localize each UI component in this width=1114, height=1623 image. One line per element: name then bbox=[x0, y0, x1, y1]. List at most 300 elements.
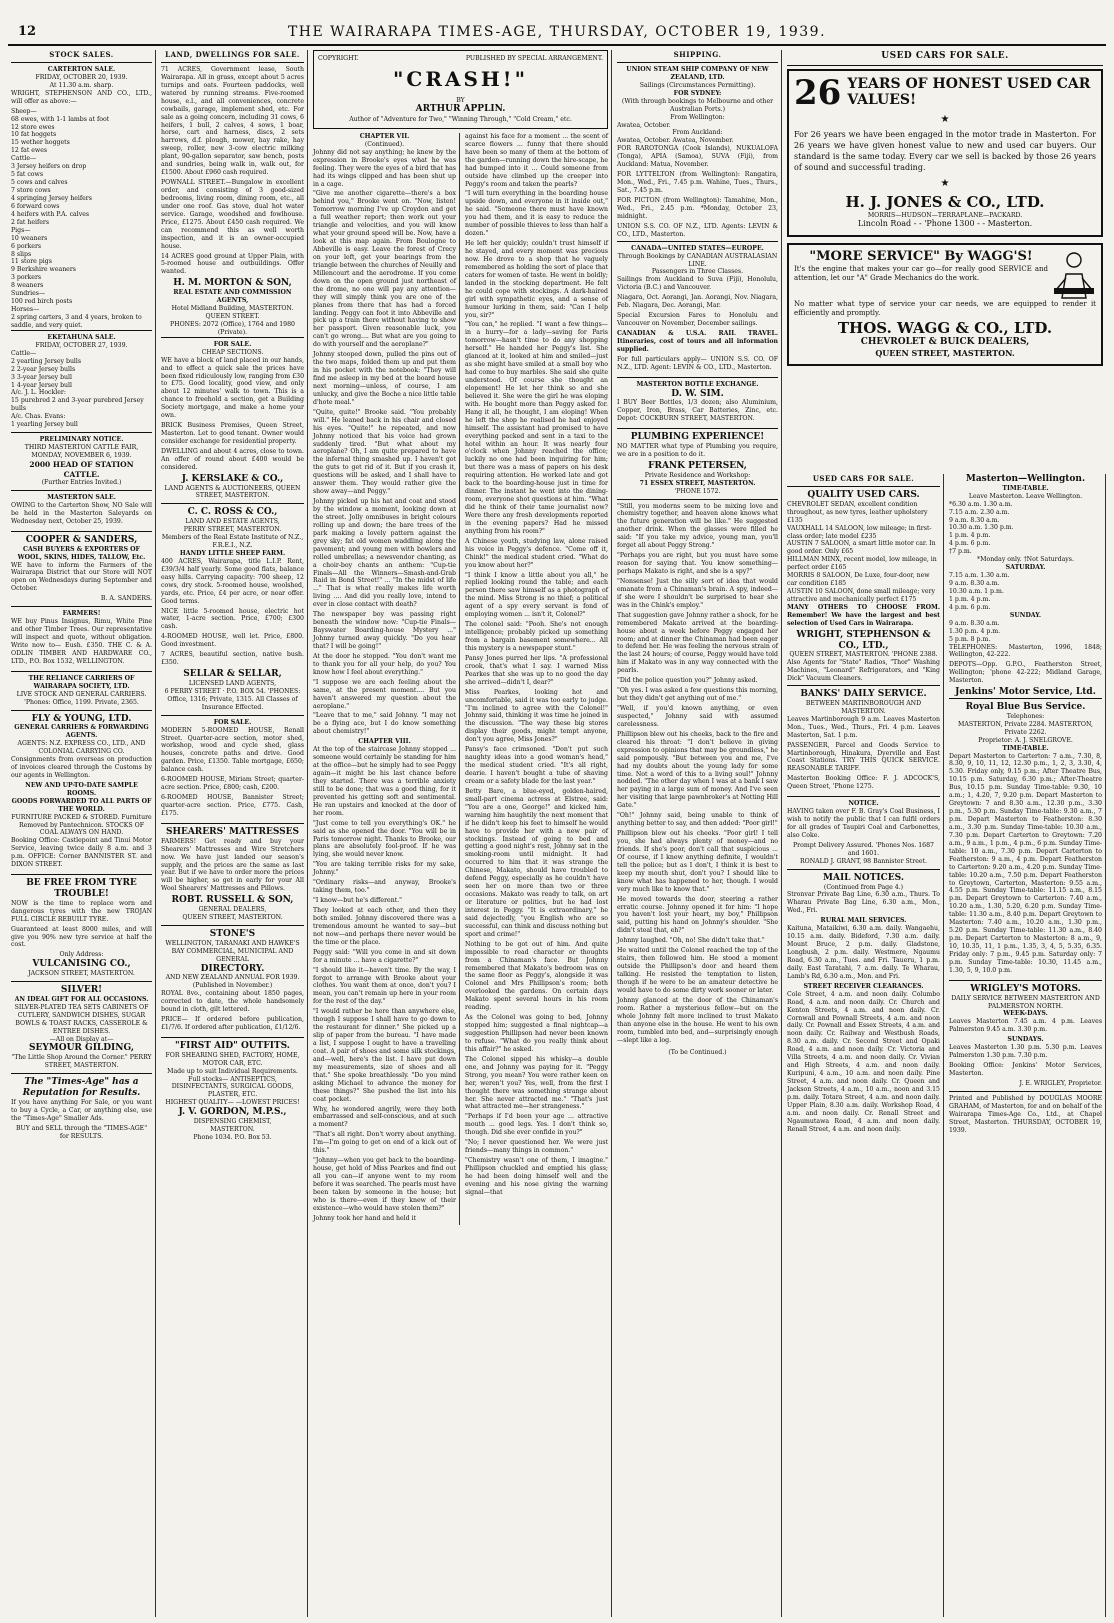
ad-head: HANDY LITTLE SHEEP FARM. bbox=[179, 549, 286, 557]
ad-text: For 26 years we have been engaged in the motor trade in Masterton. For 26 years we have given honest value to new and used car buyers. Our standard is the same today. Every car we sell is backed by those 26 years of sound and successful trading. bbox=[794, 130, 1096, 172]
sale-lot-item: 68 ewes, with 1-1 lambs at foot bbox=[11, 115, 110, 123]
story-author-note: Author of "Adventure for Two," "Winning Through," "Cold Cream," etc. bbox=[349, 115, 572, 123]
ad-sub: LIVE STOCK AND GENERAL CARRIERS. bbox=[16, 690, 147, 698]
ad-text: OWING to the Carterton Show, NO Sale will be held in the Masterton Saleyards on Wednesday next, October 25, 1939. bbox=[11, 502, 152, 525]
story-paragraph: As the Colonel was going to bed, Johnny stopped him; suggested a final nightcap—a suggestion Phillipson had never been known to refuse. "What do you really think about this affair?" he asked. bbox=[465, 1014, 608, 1053]
sale-lot-item: 11 store pigs bbox=[11, 258, 52, 266]
column-used-cars-display bbox=[784, 50, 1106, 470]
ad-text: Masterton Booking Office: F. J. ADCOCK'S, Queen Street, 'Phone 1275. bbox=[787, 775, 940, 791]
ad-head: STREET RECEIVER CLEARANCES. bbox=[803, 982, 924, 990]
ad-text: QUEEN STREET, MASTERTON. 'PHONE 2388. bbox=[789, 651, 938, 659]
route-head: FOR SYDNEY: bbox=[673, 89, 722, 97]
ad-head: SILVER! bbox=[60, 985, 103, 996]
route-text: Awatea, October. bbox=[617, 121, 671, 129]
ad-text: PRICE— If ordered before publication, £1/7/6. If ordered after publication, £1/12/6. bbox=[161, 1016, 304, 1031]
to-be-continued: (To be Continued.) bbox=[668, 1049, 727, 1057]
mechanic-illustration-icon bbox=[1052, 250, 1096, 300]
sale-lot-list bbox=[11, 350, 152, 429]
ad-text: Sailings from Auckland to Suva (Fiji), Honolulu, Victoria (B.C.) and Vancouver. bbox=[617, 276, 778, 292]
ad-head: YEARS OF HONEST USED CAR VALUES! bbox=[847, 75, 1091, 108]
story-paragraph: A Chinese youth, studying law, alone raised his voice in Peggy's defence. "Come off it, Chink!" the medical student cried. "What do you know about her?" bbox=[465, 537, 608, 569]
ad-sub: DAILY SERVICE BETWEEN MASTERTON AND PALMERSTON NORTH. bbox=[951, 994, 1100, 1010]
timetable-row: 1 p.m. 4 p.m. bbox=[949, 532, 991, 540]
story-paragraph: "Did the police question you?" Johnny asked. bbox=[617, 677, 758, 685]
ad-head: NOTICE. bbox=[848, 800, 879, 808]
ad-head: DIRECTORY. bbox=[200, 963, 265, 974]
ad-head: THOS. WAGG & CO., LTD. bbox=[837, 318, 1053, 337]
story-paragraph: "I would rather be here than anywhere else, though I suppose I shall have to go down to the restaurant for dinner." She picked up a slip of paper from the bureau. "I have made a list, I suppose I ought to have a travelling coat. A pair of shoes and some silk stockings, and—well, here's the list. I have put down my measurements, size of shoes and all that." She spoke breathlessly. "Do you mind asking Michael to advance the money for these things?" She pushed the list into his coat pocket. bbox=[313, 1008, 456, 1103]
story-paragraph: He waited until the Colonel reached the top of the stairs, then followed him. He stood a moment outside the Phillipson's door and heard them talking. He resisted the temptation to listen, though if he were to be an amateur detective he would have to do some dirty work sooner or later. bbox=[617, 947, 778, 994]
ad-text: 400 ACRES, Wairarapa, title L.I.P. Rent, £39/3/4 half yearly. Some good flats, balance easy hills. Carrying capacity: 700 sheep, 12 cows, dry stock. 5-roomed house, woolshed, yards, etc. Price, £4 per acre, or near offer. Good terms. bbox=[161, 557, 304, 605]
ad-text: (Further Entries Invited.) bbox=[41, 479, 122, 487]
story-paragraph: Phillipson blew out his cheeks, back to the fire and cleared his throat: "I don't believe in giving expression to opinions that may be groundless," he said pompously. "But between you and me, I've had my doubts about the young lady for some time. Not a word of this to a living soul!" Johnny nodded. "The other day when I was at a bank I saw her paying in a large sum of money. And I've seen her visiting that large pawnbroker's at Notting Hill Gate." bbox=[617, 730, 778, 810]
sale-lot-item: 8 weaners bbox=[11, 282, 44, 290]
ad-text: WE buy Pinus Insignus, Rimu, White Pine and other Timber Trees. Our representative will inspect and quote, without obligation. Write now to— Eush. £350. THE C. & A. ODLIN TIMBER AND HARDWARE CO., LTD., P.O. Box 1532, WELLINGTON. bbox=[11, 618, 152, 665]
ad-head: FOR SALE. bbox=[213, 718, 252, 726]
ad-text: PERRY STREET, MASTERTON. bbox=[183, 526, 282, 534]
ad-text: DEPOTS—Opp. G.P.O., Featherston Street, Wellington; 'phone 42-222; Midland Garage, Masterton. bbox=[949, 661, 1102, 685]
sale-lot-item: 3 porkers bbox=[11, 274, 42, 282]
section-head: SHIPPING. bbox=[617, 50, 778, 63]
story-paragraph: "Perhaps you are right, but you must have some reason for saying that. You know something—perhaps Makato is right, and she is a spy?" bbox=[617, 552, 778, 576]
ad-text: Stronvar Private Bag Line, 6.30 a.m., Thurs. To Wharau Private Bag Line, 6.30 a.m., Mon., Wed., Fri. bbox=[787, 891, 940, 915]
story-paragraph: "Oh!" Johnny said, being unable to think of anything better to say, and then added: "Poor girl!" bbox=[617, 812, 778, 828]
serial-left-column bbox=[313, 133, 460, 1225]
ad-sub: LAND AND ESTATE AGENTS, bbox=[185, 518, 280, 526]
ad-sub: WEEK-DAYS. bbox=[1003, 1010, 1048, 1018]
story-paragraph: Pansy Jones purred her lips. "A professional crook, that's what I say. I warned Miss Pearkes that she was up to no good the day she arrived—didn't I, dear?" bbox=[465, 654, 608, 686]
ad-text: Only Address: bbox=[59, 951, 104, 959]
timetable-row: 10.30 a.m. 1.30 p.m. bbox=[949, 524, 1014, 532]
ad-text: ROYAL 8vo., containing about 1850 pages, corrected to date, the whole handsomely bound in cloth, gilt lettered. bbox=[161, 990, 304, 1014]
ad-text: DWELLING and about 4 acres, close to town. An offer of round about £400 would be considered. bbox=[161, 447, 304, 471]
timetable-row: 7.15 a.m. 2.30 a.m. bbox=[949, 508, 1010, 516]
ad-text: 2000 HEAD OF STATION CATTLE. bbox=[29, 459, 134, 479]
ad-text: BRICK Business Premises, Queen Street, Masterton. Let to good tenant. Owner would consider exchange for residential property. bbox=[161, 422, 304, 445]
car-listing: VAUXHALL 14 SALOON, low mileage; in first-class order; late model £235 bbox=[787, 524, 932, 540]
ad-sub: LAND AGENTS & AUCTIONEERS, QUEEN STREET, MASTERTON. bbox=[164, 484, 301, 500]
story-paragraph: "Quite, quite!" Brooke said. "You probably will." He leaned back in his chair and closed his eyes. "Quite!" he repeated, and now Johnny noticed that his voice had grown suddenly tired. "But what about my aeroplane? Oh, I am quite prepared to have the infernal thing smashed up. I haven't got the guts to get rid of it. But if you crash it, questions will be asked, and I shall have to answer them. They would rather give the show away—and Peggy." bbox=[313, 408, 456, 496]
years-number: 26 bbox=[794, 72, 842, 113]
ad-head: "MORE SERVICE" By WAGG'S! bbox=[809, 248, 1033, 264]
ad-head: PRELIMINARY NOTICE. bbox=[39, 436, 124, 444]
ad-head: VULCANISING CO., bbox=[32, 959, 131, 970]
ad-text: Hotel Midland Building, MASTERTON. QUEEN STREET. bbox=[171, 305, 294, 320]
jones-ad bbox=[787, 69, 1103, 237]
ad-text: —All on Display at— bbox=[49, 1035, 114, 1043]
sale-lot-item: 100 red birch posts bbox=[11, 298, 73, 306]
sale-lot-item: 9 Berkshire weaners bbox=[11, 266, 76, 274]
ad-head: COOPER & SANDERS, bbox=[25, 534, 138, 545]
section-head: USED CARS FOR SALE. bbox=[787, 474, 940, 487]
ad-text: Proprietor: A. J. SNELGROVE. bbox=[978, 736, 1073, 744]
ad-sub: WELLINGTON, TARANAKI AND HAWKE'S BAY COMMERCIAL, MUNICIPAL AND GENERAL bbox=[165, 939, 300, 963]
ad-sub: TIME-TABLE. bbox=[1002, 484, 1049, 492]
story-author: ARTHUR APPLIN. bbox=[415, 104, 506, 115]
story-paragraph: "Oh yes. I was asked a few questions this morning, but they didn't get anything out of me." bbox=[617, 687, 778, 703]
timetable-rows bbox=[949, 620, 1102, 644]
ad-text: AGENTS: N.Z. EXPRESS CO., LTD., AND COLONIAL CARRYING CO. bbox=[17, 740, 146, 756]
sale-lot-item: 5 cows and calves bbox=[11, 179, 68, 187]
ad-text: 'PHONE 1572. bbox=[674, 487, 721, 495]
ad-text: *Monday only. †Not Saturdays. bbox=[977, 556, 1074, 564]
ad-sub: MORRIS—HUDSON—TERRAPLANE—PACKARD. bbox=[867, 211, 1023, 219]
imprint: Printed and Published by DOUGLAS MOORE GRAHAM, of Masterton, for and on behalf of the Wairarapa Times-Age Co., Ltd., at Chapel Street, Masterton. THURSDAY, OCTOBER 19, 1939. bbox=[949, 1094, 1102, 1134]
ad-text: Leaves Masterton 1.30 p.m. 5.30 p.m. Leaves Palmerston 1.30 p.m. 7.30 p.m. bbox=[949, 1044, 1102, 1060]
timetable-rows bbox=[949, 501, 1102, 557]
sale-lot-item: 6 forward cows bbox=[11, 202, 60, 210]
sale-lot-item: A/c. Chas. Evans: bbox=[11, 413, 66, 421]
ad-sub: SUNDAYS. bbox=[1007, 1036, 1044, 1044]
sale-lot-list bbox=[11, 108, 152, 330]
ad-head: Royal Blue Bus Service. bbox=[965, 702, 1086, 713]
ad-text: (Published in November.) bbox=[192, 982, 273, 990]
ad-text: MASTERTON, Private 2284. MASTERTON, Private 2262. bbox=[958, 720, 1093, 736]
route-text: FOR RAROTONGA (Cook Islands), NUKUALOFA (Tonga), APIA (Samoa), SUVA (Fiji), from Auckland: Matua, November. bbox=[617, 145, 778, 169]
story-paragraph: Betty Bare, a blue-eyed, golden-haired, small-part cinema actress at Elstree, said: "You are a one, George!" and kicked him, warning him haughtily the next moment that if he didn't keep his feet to himself he would have to provide her with a new pair of stockings. Instead of going to bed and getting a good night's rest, Johnny sat in the smoking-room until midnight. It had occurred to him that it was strange the Chinese, Makato, should have troubled to defend Peggy, especially as he couldn't have seen her on more than two or three occasions. Makato was ready to talk, on art or literature or politics, but he had lost interest in Peggy. "It is extraordinary," he said dejectedly, "you English who are so successful, can think and discuss nothing but sport and crime!" bbox=[465, 787, 608, 938]
ad-text: No matter what type of service your car needs, we are equipped to render it efficiently and promptly. bbox=[794, 299, 1096, 317]
sale-lot-item: 8 slips bbox=[11, 250, 32, 258]
sale-lot-item: 15 purebred 2 and 3-year purebred Jersey bulls bbox=[11, 397, 144, 413]
sale-lot-item: 1 yearling Jersey bull bbox=[11, 421, 78, 429]
ad-text: PASSENGER, Parcel and Goods Service to Martinborough, Hinakura, Dyerville and East Coast Stations. TRY THIS QUICK SERVICE. REASONABLE TARIFF. bbox=[787, 741, 940, 773]
ad-text: 71 ESSEX STREET, MASTERTON. bbox=[639, 479, 756, 487]
column-land-dwellings bbox=[158, 50, 308, 1617]
sale-lot-item: 7 store cows bbox=[11, 187, 51, 195]
story-paragraph: "Leave that to me," said Johnny. "I may not be a flying ace, but I do know something about chemistry!" bbox=[313, 712, 456, 736]
ad-sub: Sailings (Circumstances Permitting). bbox=[639, 81, 756, 89]
timetable-row: 4 p.m. 6 p.m. bbox=[949, 603, 991, 611]
ad-text: WE have to inform the Farmers of the Wairarapa District that our Store will NOT open on Wednesdays during September and October. bbox=[11, 561, 152, 593]
sale-lot-item: A/c. J. L. Hockler: bbox=[11, 389, 66, 397]
story-paragraph: Johnny took her hand and held it bbox=[313, 1214, 417, 1222]
ad-text: Leaves Masterton 7.45 a.m. 4 p.m. Leaves Palmerston 9.45 a.m. 3.30 p.m. bbox=[949, 1018, 1102, 1034]
ad-head: H. M. MORTON & SON, bbox=[173, 278, 292, 289]
ad-signature: B. A. SANDERS. bbox=[100, 595, 152, 603]
sale-lot-item: Horses— bbox=[11, 306, 40, 314]
route-text: From Auckland: bbox=[672, 129, 723, 137]
chapter-continued: (Continued). bbox=[364, 140, 405, 148]
sale-lot-item: 3 Jersey heifers on drop bbox=[11, 163, 87, 171]
story-paragraph: At the door he stopped. "You don't want me to thank you for all your help, do you? You know how I feel about everything." bbox=[313, 652, 456, 676]
ad-text: HIGHEST QUALITY— —LOWEST PRICES! bbox=[165, 1099, 300, 1107]
story-title: "CRASH!" bbox=[392, 66, 528, 91]
ad-head: MASTERTON BOTTLE EXCHANGE. bbox=[636, 380, 759, 388]
sale-lot-item: Sheep— bbox=[11, 107, 37, 115]
ad-head: J. KERSLAKE & CO., bbox=[181, 473, 284, 484]
ad-text: Made up to suit Individual Requirements. bbox=[167, 1067, 298, 1075]
car-list bbox=[787, 501, 940, 604]
story-paragraph: "You are taking terrible risks for my sake, Johnny." bbox=[313, 861, 456, 877]
ad-sub: Through Bookings by CANADIAN AUSTRALASIAN LINE. bbox=[617, 252, 778, 268]
ad-text: NEW AND UP-TO-DATE SAMPLE ROOMS. bbox=[25, 781, 138, 797]
ad-sub: DISPENSING CHEMIST, bbox=[193, 1118, 272, 1126]
ad-head: BANKS' DAILY SERVICE. bbox=[800, 689, 927, 700]
ad-text: WE have a block of land placed in our hands, and to effect a quick sale the prices have been fixed ridiculously low, ranging from £30 to £75. Good locality, good view, and only about 12 minutes' walk to town. This is a chance to freehold a section, get a Building Society mortgage, and make a home your own. bbox=[161, 356, 304, 420]
ad-head: THE RELIANCE CARRIERS OF WAIRARAPA SOCIETY, LTD. bbox=[28, 674, 135, 690]
column-used-cars-list bbox=[784, 474, 944, 1617]
ad-text: Niagara, Oct. Aorangi, Jan. Aorangi, Nov. Niagara, Feb. Niagara, Dec. Aorangi, Mar. bbox=[617, 294, 778, 310]
ad-text: HAVING taken over F. B. Gray's Coal Business, I wish to notify the public that I can fulfil orders for all grades of Taupiri Coal and Carbonettes, also Coke. bbox=[787, 808, 940, 839]
ad-text: Depart Masterton to Carterton: 7 a.m., 7.30, 8, 8.30, 9, 10, 11, 12, 12.30 p.m., 1, 2, 3, 3.30, 4, 5.30. Friday only, 9.15 p.m.; After Theatre Bus, 10.15 p.m. Saturday, 6.30 p.m.; After-Theatre Bus, 10.15 p.m. Sunday Time-table: 9.30, 10 a.m.; 1, 4.20, 7, 9.20 p.m. Depart Masterton to Greytown: 7 and 8.30 a.m., 12.30 p.m., 3.30 p.m., 5.30 p.m. Sunday Time-table: 9.30 a.m., 7 p.m. Depart Masterton to Featherston: 8.30 a.m., 3.30 p.m. Sunday Time-table: 10.30 a.m., 7.30 p.m. Depart Carterton to Greytown: 7.20 a.m., 9 a.m., 1 p.m., 4 p.m., 6 p.m. Sunday Time-table: 10 a.m., 7.30 p.m. Depart Carterton to Featherston: 9 a.m., 4 p.m. Depart Featherston to Carterton: 9.20 a.m., 4.20 p.m. Sunday Time-table: 10.20 a.m., 7.50 p.m. Depart Featherston to Greytown, Carterton, Masterton: 9.55 a.m., 4.55 p.m. Sunday Time-table: 11.15 a.m., 8.15 p.m. Depart Greytown to Carterton: 7.40 a.m., 10.20 a.m., 1.30, 5.20, 6.20 p.m. Sunday Time-table: 11.30 a.m., 8.40 p.m. Depart Greytown to Masterton: 7.40 a.m., 10.20 a.m., 1.30 p.m., 5.20 p.m. Sunday Time-table: 11.30 a.m., 8.40 p.m. Depart Carterton to Masterton: 8 a.m., 9, 10, 10.35, 11, 1 p.m., 1.35, 3, 4, 5, 5.35, 6.35. Friday only: 7 p.m., 9.45 p.m. Saturday only: 7 p.m. Sunday Time-table: 10.30, 11.45 a.m., 1.30, 5, 9, 10.0 p.m. bbox=[949, 752, 1102, 974]
story-paragraph: "Well, if you'd known anything, or even suspected," Johnny said with assumed carelessness. bbox=[617, 705, 778, 728]
story-paragraph: "That's all right. Don't worry about anything. I'm—I'm going to get on end of a kick out of this." bbox=[313, 1131, 456, 1155]
story-paragraph: "Nonsense! Just the silly sort of idea that would emanate from a Chinaman's brain. A spy, indeed—if she were I shouldn't be surprised to hear she was in the Chink's employ." bbox=[617, 577, 778, 609]
car-listing: AUSTIN 10 SALOON, done small mileage; very attractive and mechanically perfect £175 bbox=[787, 588, 936, 603]
car-listing: HILLMAN MINX, recent model, low mileage, in perfect order £165 bbox=[787, 556, 937, 572]
story-paragraph: "I suppose we are each feeling about the same, at the present moment.... But you haven't answered my question about the aeroplane." bbox=[313, 678, 456, 710]
masthead-rule bbox=[8, 44, 1106, 46]
ad-head: QUALITY USED CARS. bbox=[807, 489, 920, 500]
sale-lot-item: Cattle— bbox=[11, 349, 37, 357]
ad-sub: GENERAL DEALERS, bbox=[198, 906, 267, 914]
sale-lot-item: 4 springing Jersey heifers bbox=[11, 194, 92, 202]
sale-lot-item: 2 yearling Jersey bulls bbox=[11, 357, 82, 365]
ad-head: ROBT. RUSSELL & SON, bbox=[171, 895, 294, 906]
ad-sub: Private Residence and Workshop: bbox=[644, 471, 751, 479]
ad-text: Phone 1034. P.O. Box 53. bbox=[193, 1133, 272, 1141]
ad-sub: TIME-TABLE. bbox=[1002, 744, 1049, 752]
ad-head: STONE'S bbox=[209, 928, 256, 939]
ad-sub: CHEAP SECTIONS. bbox=[201, 348, 264, 356]
ad-text: AND NEW ZEALAND ANNUAL FOR 1939. bbox=[165, 974, 300, 982]
sale-lot-item: 1 4-year Jersey bull bbox=[11, 381, 73, 389]
car-listing: MORRIS 8 SALOON, De Luxe, four-door, new car condition £185 bbox=[787, 572, 930, 588]
sale-lot-item: 12 store ewes bbox=[11, 123, 55, 131]
ad-text: 7 ACRES, beautiful section, native bush. £350. bbox=[161, 651, 304, 667]
route-text: Awatea, October. Awatea, November. bbox=[617, 137, 734, 145]
ad-text: Booking Office: Jenkins' Motor Services, Masterton. bbox=[949, 1062, 1102, 1077]
sale-lot-item: 2 2-year Jersey bulls bbox=[11, 365, 76, 373]
published-label: PUBLISHED BY SPECIAL ARRANGEMENT. bbox=[465, 55, 603, 62]
chapter-heading: CHAPTER VII. bbox=[359, 132, 410, 140]
story-paragraphs bbox=[313, 149, 456, 737]
car-listing: CHEVROLET SEDAN, excellent condition throughout, as new tyres, leather upholstery £135 bbox=[787, 500, 928, 524]
ad-text: JACKSON STREET, MASTERTON. bbox=[28, 970, 135, 978]
ad-text: PHONES: 2072 (Office), 1764 and 1980 (Private). bbox=[170, 320, 295, 336]
ad-text: 14 ACRES good ground at Upper Plain, with 5-roomed house and outbuildings. Offer wanted. bbox=[161, 252, 304, 276]
story-paragraph: "Ordinary risks—and anyway, Brooke's taking them, too." bbox=[313, 879, 456, 895]
timetable-row: 1 p.m. 4 p.m. bbox=[949, 595, 991, 603]
ad-text: 4-ROOMED HOUSE, well let. Price, £800. Good investment. bbox=[161, 633, 304, 649]
sale-lot-item: 10 fat hoggets bbox=[11, 131, 57, 139]
newspaper-title: THE WAIRARAPA TIMES-AGE, THURSDAY, OCTOBER 19, 1939. bbox=[287, 24, 827, 40]
story-continuation bbox=[617, 499, 778, 1050]
ad-text: RONALD J. GRANT, 98 Bannister Street. bbox=[800, 857, 927, 865]
ad-signature: J. E. WRIGLEY, Proprietor. bbox=[1019, 1079, 1102, 1087]
masthead bbox=[8, 0, 1106, 44]
ad-text: Kaituna, Mataikiwi, 6.30 a.m. daily. Wangaehu, 10.15 a.m. daily. Bideford, 7.30 a.m. daily. Mount Bruce, 2 p.m. daily. Gladstone, Longbush, 2 p.m. daily. Westmere, Ngaumu Road, 6.30 a.m., Tues. and Fri. Taueru, 1 p.m. daily. East Taratahi, 7 a.m. daily. Te Wharau, Lamb's Rd, 6.30 a.m., Mon. and Fri. bbox=[787, 925, 940, 980]
ad-text: 6-ROOMED HOUSE, Bannister Street; quarter-acre section. Price, £775. Cash, £175. bbox=[161, 794, 304, 817]
ad-head: MASTERTON SALE. bbox=[47, 494, 116, 502]
ad-text: WRIGHT, STEPHENSON AND CO., LTD., will offer as above:— bbox=[11, 89, 152, 105]
ad-text: TELEPHONES: Masterton, 1996, 1848; Wellington, 42-222. bbox=[949, 643, 1102, 659]
sale-lot-item: 15 wether hoggets bbox=[11, 139, 70, 147]
story-paragraph: "Perhaps if I'd been your age ... attractive mouth ... good legs. Yes. I don't think so, though. Did she ever confide in you?" bbox=[465, 1113, 608, 1137]
ad-text: 6 PERRY STREET · P.O. BOX 54. 'PHONES: Office, 1316; Private, 1315. All Classes of Insurance Effected. bbox=[164, 687, 301, 711]
ad-text: Guaranteed at least 8000 miles, and will give you 90% new tyre service at half the cost. bbox=[11, 925, 152, 949]
story-paragraph: Johnny stooped down, pulled the pins out of the two maps, folded them up and put them in his pocket with the notebook: "They will find me asleep in my bed at the board house next morning—unless, of course, I am unlucky, and give the Boche a nice little table d'hote meal." bbox=[313, 351, 456, 406]
story-paragraph: "I think I know a little about you all," he replied looking round the table; and each person there saw himself as a photograph of the mind. Miss Strong is no thief; a political agent of a spy every servant is fond of employing women ... isn't it, Colonel?" bbox=[465, 571, 608, 619]
ad-text: Special Excursion Fares to Honolulu and Vancouver on November, December sailings. bbox=[617, 312, 778, 328]
story-paragraph: "Give me another cigarette—there's a box behind you," Brooke went on. "Now, listen! Tomorrow morning I've up Croydon and get a full weather report; then work out your triangle and velocities, and you will know what your ground speed will be. Now, have a look at this map again. From Boulogne to Abbeville is easy. Leave the forest of Crecy on your left, get your bearings from the triangle between the churches of Neuilly and Millencourt and the aerodrome. If you come down on the open ground just northeast of the drome, no one will pay any attention—they will simply think you are one of the planes from there that has had a forced landing. Peggy can foot it into Abbeville and pick up a train there without having to show her passport. Given reasonable luck, you can't go wrong.... But what are you going to do with yourself and the aeroplane?" bbox=[313, 190, 456, 349]
ad-text: BUY and SELL through the "TIMES-AGE" for RESULTS. bbox=[15, 1124, 148, 1140]
story-paragraph: At the top of the staircase Johnny stopped ... someone would certainly be standing for him at the office—but he simply had to see Peggy again—it might be his last chance before they started. There was a terrible anxiety still to be done; that was a good thing, for it prevented his getting soft and sentimental. He ran upstairs and knocked at the door of her room. bbox=[313, 746, 456, 817]
story-paragraph: Peggy said: "Will you come in and sit down for a minute ... have a cigarette?" bbox=[313, 948, 456, 964]
story-paragraph: Why, he wondered angrily, were they both embarrassed and self-conscious, and at such a moment? bbox=[313, 1105, 456, 1129]
story-paragraph: They looked at each other, and then they both smiled. Johnny discovered there was a tremendous amount he wanted to say—but not now—and perhaps there never would be the time or the place. bbox=[313, 907, 456, 946]
story-paragraph: "Still, you moderns seem to be mixing love and chemistry together, and heaven alone knows what the future generation will be like." He suggested another drink. When the glasses were filled he said: "If you take my advice, young man, you'll forget all about Peggy Strong." bbox=[617, 502, 778, 550]
route-text: FOR PICTON (from Wellington): Tamahine, Mon., Wed., Fri., 2.45 p.m. *Monday, October 23, midnight. bbox=[617, 196, 778, 220]
ad-head: FLY & YOUNG, LTD. bbox=[31, 713, 132, 724]
star-icon: ★ bbox=[940, 177, 950, 189]
ad-text: 71 ACRES, Government lease, South Wairarapa. All in grass, except about 5 acres turnips and oats. Fourteen paddocks, well watered by running streams. Five-roomed house, e.l., and all conveniences, concrete cowbails, garage, implement shed, etc. For sale as a going concern, including 31 cows, 6 heifers, 1 bull, 2 calves, 4 sows, 1 boar, horse, cart and harness, discs, 2 sets harrows, d.f. plough, mower, hay rake, hay sweep, roller, new 3-cow electric milking plant, 90-gallon separator, saw bench, posts and sundries, being walk in, walk out, for £1500. About £960 cash required. bbox=[161, 65, 304, 177]
story-paragraph: "No; I never questioned her. We were just friends—many things in common." bbox=[465, 1139, 608, 1155]
ad-text: QUEEN STREET, MASTERTON. bbox=[875, 348, 1015, 359]
sale-lot-item: 10 weaners bbox=[11, 234, 48, 242]
story-paragraph: Nothing to be got out of him. And quite impossible to read character or thoughts from a Chinaman's face. But Johnny remembered that Makato's bedroom was on the same floor as Peggy's, alongside it was Colonel and Mrs Phillipson's room; both overlooked the gardens. On certain days Makato spent several hours in his room reading. bbox=[465, 940, 608, 1012]
column-timetables bbox=[946, 474, 1106, 1617]
timetable-row: 1.30 p.m. 4 p.m. bbox=[949, 627, 1001, 635]
timetable-row: 4 p.m. 6 p.m. bbox=[949, 540, 991, 548]
section-head: STOCK SALES. bbox=[11, 50, 152, 63]
ad-text: For full particulars apply— UNION S.S. CO. OF N.Z., LTD. Agent: LEVIN & CO., LTD., Masterton. bbox=[617, 355, 778, 371]
story-paragraph: "Just come to tell you everything's OK." he said as she opened the door. "You will be in Paris tomorrow night. Thanks to Brooke, our plans are absolutely fool-proof. If he was lying, she would never know. bbox=[313, 819, 456, 859]
ad-date: FRIDAY, OCTOBER 27, 1939. bbox=[35, 341, 128, 349]
ad-text: 6-ROOMED HOUSE, Miriam Street; quarter-acre section. Price, £800; cash, £200. bbox=[161, 776, 304, 792]
story-paragraph: He moved towards the door, steering a rather erratic course. Johnny opened it for him: "I hope you haven't lost your heart, my boy," Phillipson said, putting his hand on Johnny's shoulder. "She didn't steal that, eh?" bbox=[617, 895, 778, 935]
ad-head: WRIGLEY'S MOTORS. bbox=[970, 983, 1081, 994]
sale-lot-item: 5 fat cows bbox=[11, 171, 43, 179]
ad-head: SELLAR & SELLAR, bbox=[183, 669, 282, 680]
ad-head: Masterton—Wellington. bbox=[965, 474, 1086, 484]
story-by: BY bbox=[456, 96, 465, 104]
ad-head: FOR SALE. bbox=[213, 340, 252, 348]
column-serial-story bbox=[310, 50, 612, 1617]
ad-text: Lincoln Road - - 'Phone 1300 - - Masterton. bbox=[857, 219, 1033, 229]
ad-text: Booking Office: Castlepoint and Tinui Motor Service, leaving twice daily 8 a.m. and 3 p.m. OFFICE: Corner BANNISTER ST. and DIXON STREET. bbox=[11, 837, 152, 869]
sale-lot-item: 2 fat heifers bbox=[11, 218, 50, 226]
wagg-ad bbox=[787, 243, 1103, 366]
story-paragraph: Miss Pearkes, looking hot and uncomfortable, said it was too early to judge. "I'm inclined to agree with the Colonel!" Johnny said, thinking it was time he joined in the discussion. "The way these big stores display their goods, might tempt anyone, don't you agree, Miss Jones?" bbox=[465, 688, 608, 744]
ad-text: Also Agents for "State" Radios, "Thor" Washing Machines, "Leonard" Refrigerators, and "King Dick" Vacuum Cleaners. bbox=[787, 659, 940, 683]
car-listing: AUSTIN 7 SALOON, a smart little motor car. In good order. Only £65 bbox=[787, 540, 936, 556]
sale-lot-item: 2 spring carters, 3 and 4 years, broken to saddle, and very quiet. bbox=[11, 314, 142, 329]
copyright-label: COPYRIGHT. bbox=[318, 55, 359, 62]
ad-head: The "Times-Age" has a Reputation for Results. bbox=[22, 1077, 141, 1098]
ad-text: CANADIAN & U.S.A. RAIL TRAVEL. Itineraries, cost of tours and all information supplied. bbox=[617, 330, 778, 353]
timetable-row: 10.30 a.m. 1 p.m. bbox=[949, 587, 1004, 595]
serial-header bbox=[313, 50, 608, 129]
ad-text: GOODS FORWARDED TO ALL PARTS OF THE WORLD. bbox=[11, 797, 152, 813]
story-paragraphs bbox=[465, 133, 608, 1197]
ad-head: SHEARERS' MATTRESSES bbox=[165, 826, 300, 837]
ad-head: WRIGHT, STEPHENSON & CO., LTD., bbox=[796, 629, 931, 651]
page-number: 12 bbox=[18, 24, 37, 39]
ad-text: THIRD MASTERTON CATTLE FAIR, bbox=[24, 444, 139, 452]
ad-text: Prompt Delivery Assured. 'Phones Nos. 1687 and 1601. bbox=[793, 841, 934, 857]
ad-head: EKETAHUNA SALE. bbox=[47, 333, 116, 341]
story-paragraph: That suggestion gave Johnny rather a shock, for he remembered Makato arrived at the boarding-house about a week before Peggy engaged her room; and at dinner the Chinaman had been eager to defend her. He was feeling the nervous strain of the last 24 hours; of course, Peggy would have told him if Makato was in any way connected with the pearls. bbox=[617, 611, 778, 675]
ad-text: NOW is the time to replace worn and dangerous tyres with the new TROJAN FULL CIRCLE REBUILT TYRE. bbox=[11, 899, 152, 923]
story-paragraph: Pansy's face crimsoned. "Don't put such naughty ideas into a good woman's head," the medical student cried. "It's all right, dearie. I haven't bought a tube of shaving cream or a safety blade for the last year." bbox=[465, 746, 608, 785]
ad-head: RURAL MAIL SERVICES. bbox=[820, 917, 907, 925]
sale-lot-item: 12 fat ewes bbox=[11, 147, 48, 155]
ad-sub: CASH BUYERS & EXPORTERS OF WOOL, SKINS, HIDES, TALLOW, Etc. bbox=[17, 545, 146, 561]
ad-sub: FOR SHEARING SHED, FACTORY, HOME, MOTOR CAR, ETC. bbox=[165, 1051, 300, 1067]
ad-text: MASTERTON. bbox=[210, 1125, 255, 1133]
ad-head: Jenkins' Motor Service, Ltd. bbox=[955, 687, 1096, 698]
serial-right-column bbox=[465, 133, 608, 1225]
ad-text: "The Little Shop Around the Corner." PERRY STREET, MASTERTON. bbox=[11, 1054, 152, 1070]
ad-text: MODERN 5-ROOMED HOUSE, Renall Street. Quarter-acre section, motor shed, workshop, wood and cycle shed, glass houses, concrete paths and drive. Good garden. Price, £1350. Table mortgage, £650; balance cash. bbox=[161, 726, 304, 774]
ad-text: Passengers in Three Classes. bbox=[651, 268, 744, 276]
ad-phones: 'Phones: Office, 1199. Private, 2365. bbox=[24, 698, 139, 706]
ad-head: UNION STEAM SHIP COMPANY OF NEW ZEALAND, LTD. bbox=[626, 65, 769, 81]
ad-head: CANADA—UNITED STATES—EUROPE. bbox=[631, 244, 764, 252]
timetable-row: 9 a.m. 8.30 a.m. bbox=[949, 516, 1000, 524]
route-sub: (With through bookings to Melbourne and other Australian Ports.) bbox=[621, 97, 774, 113]
ad-head: CARTERTON SALE. bbox=[47, 65, 116, 73]
ad-sub: D. W. SIM. bbox=[671, 388, 724, 399]
story-paragraph: Phillipson blew out his cheeks. "Poor girl! I tell you, she had always plenty of money—and no friends. If she's poor, don't call that suspicious ... Of course, if I knew anything definite, I wouldn't tell the police; but as I don't, I think it is best to keep my mouth shut, don't you? I should like to know what has happened to her, though. I would very much like to know that." bbox=[617, 830, 778, 893]
ad-text: Members of the Real Estate Institute of N.Z., F.R.E.I., N.Z. bbox=[161, 534, 304, 550]
timetable-row: 9 a.m. 8.30 a.m. bbox=[949, 580, 1000, 588]
ad-sub: CHEVROLET & BUICK DEALERS, bbox=[860, 336, 1030, 347]
star-icon: ★ bbox=[940, 113, 950, 125]
section-head: LAND, DWELLINGS FOR SALE. bbox=[161, 50, 304, 63]
ad-head: C. C. ROSS & CO., bbox=[187, 507, 278, 518]
timetable-row: *6.30 a.m. 1.30 a.m. bbox=[949, 500, 1013, 508]
chapter-heading: CHAPTER VIII. bbox=[358, 738, 411, 746]
story-paragraph: He left her quickly; couldn't trust himself if he stayed, and every moment was precious now. He drove to a shop that he vaguely remembered as holding the sort of place that caters for women of taste. He went in boldly; landed in the stocking department. He felt he could cope with stockings. A dark-haired girl with sympathetic eyes, and a sense of humour lurking in them, said: "Can I help you, sir?" bbox=[465, 240, 608, 319]
timetable-row: 5 p.m. 8 p.m. bbox=[949, 635, 991, 643]
sale-lot-item: Sundries— bbox=[11, 290, 46, 298]
ad-text: I BUY Beer Bottles, 1/3 dozen; also Aluminium, Copper, Iron, Brass, Car Batteries, Zinc, etc. Depot: COCKBURN STREET, MASTERTON. bbox=[617, 399, 778, 423]
ad-text: Leave Masterton. Leave Wellington. bbox=[968, 492, 1083, 500]
route-text: FOR LYTTELTON (from Wellington): Rangatira, Mon., Wed., Fri., 7.45 p.m. Wahine, Tues., Thurs., Sat., 7.45 p.m. bbox=[617, 171, 778, 195]
section-head: USED CARS FOR SALE. bbox=[787, 50, 1103, 66]
timetable-row: 9 a.m. 8.30 a.m. bbox=[949, 619, 1000, 627]
ad-text: POWNALL STREET.—Bungalow in excellent order, and consisting of 3 good-sized bedrooms, living room, dining room, etc., all under one roof. Gas stove, dual hot water service. Garage, woodshed and fowlhouse. Price, £1275. About £450 cash required. We can recommend this as well worth inspection, and it is an owner-occupied house. bbox=[161, 179, 304, 250]
ad-head: J. V. GORDON, M.P.S., bbox=[178, 1107, 287, 1118]
ad-sub: SATURDAY. bbox=[1005, 564, 1046, 572]
story-paragraph: "You can," he replied. "I want a few things—in a hurry—for a lady—saving for Paris tomorrow—hasn't time to do any shopping herself." He handed her Peggy's list. She glanced at it, looked at him and smiled—just as she might have smiled at a small boy who had come to buy marbles. She said she quite understood. Of course she thought an elopement! He let her think so and she believed it. She were the girl he was eloping with. He bought more than Peggy asked for. Hang it all, he thought, I am eloping! When he left the shop he realised he had enjoyed himself. The assistant had promised to have everything packed and sent in a taxi to the hotel within an hour. It was nearly four o'clock when Johnny reached the office; luckily no one had been inquiring for him; but there was a mass of papers on his desk requiring attention. He worked late and got back to the boarding-house just in time for dinner. The instant he went into the dining-room, everyone shot questions at him. "What did he think of their tame journalist now? Were there any fresh developments reported in the evening papers? Had he missed anything from his room?" bbox=[465, 321, 608, 535]
ad-text: FURNITURE PACKED & STORED. Furniture Removed by Pantechnicon. STOCKS OF COAL ALWAYS ON HAND. bbox=[11, 813, 152, 837]
story-paragraph: "I will turn everything in the boarding house upside down, and everyone in it inside out," he said. "Someone there must have known you had them, and it is easy to reduce the number of possible thieves to less than half a dozen." bbox=[465, 190, 608, 238]
ad-head: FRANK PETERSEN, bbox=[648, 460, 747, 471]
ad-text: Leaves Martinborough 9 a.m. Leaves Masterton Mon., Tues., Wed., Thurs., Fri. 4 p.m. Leaves Masterton, Sat. 1 p.m. bbox=[787, 715, 940, 739]
ad-sub: GENERAL CARRIERS & FORWARDING AGENTS. bbox=[14, 724, 149, 740]
ad-text: SILVER-PLATED TEA SETS CABINETS OF CUTLERY, SANDWICH DISHES, SUGAR BOWLS & TOAST RACKS, CASSEROLE & ENTREE DISHES. bbox=[14, 1003, 149, 1035]
story-paragraph: Johnny glanced at the door of the Chinaman's room. Rather a mysterious fellow—but on the whole Johnny felt more inclined to trust Makato than anyone else in the house. He went to his own room, tumbled into bed, and—surprisingly enough—slept like a log. bbox=[617, 996, 778, 1044]
story-paragraph: The colonel said: "Pooh. She's not enough intelligence; probably picked up something from a bargain basement somewhere... All this mystery is a newspaper stunt." bbox=[465, 621, 608, 652]
ad-sub: SUNDAY. bbox=[1009, 611, 1042, 619]
ad-text: If you have anything For Sale, or you want to buy a Cycle, a Car, or anything else, use the "Times-Age" Smaller Ads. bbox=[11, 1098, 152, 1122]
timetable-rows bbox=[949, 572, 1102, 612]
ad-head: SEYMOUR GILDING, bbox=[28, 1043, 134, 1054]
ad-sub: BETWEEN MARTINBOROUGH AND MASTERTON. bbox=[805, 699, 922, 715]
ad-head: FARMERS! bbox=[62, 610, 101, 618]
route-text: UNION S.S. CO. OF N.Z., LTD. Agents: LEVIN & CO., LTD., Masterton. bbox=[617, 222, 778, 238]
story-paragraphs bbox=[313, 746, 456, 1222]
story-paragraph: Johnny picked up his hat and coat and stood by the window a moment, looking down at the street. Jolly omnibuses in bright colours rolling up and down; the bare trees of the park making a lovely pattern against the grey sky; fat old women waddling along the pavement; and young men with bowlers and rolled umbrellas; a newsvendor chanting, as a choir-boy chants an anthem: "Cup-tie Finals—All the Winners—Smash-and-Grab Raid in Bond Street!" ... "In the midst of life ..." That is what really makes life worth living .... And did you really love, intend to ever in close contact with death? bbox=[313, 498, 456, 609]
ad-text: MONDAY, NOVEMBER 6, 1939. bbox=[31, 452, 132, 460]
sale-lot-item: 3 3-year Jersey bull bbox=[11, 373, 73, 381]
ad-text: NO MATTER what type of Plumbing you require, we are in a position to do it. bbox=[617, 443, 778, 458]
story-paragraph: Johnny laughed. "Oh, no! She didn't take that." bbox=[617, 937, 765, 945]
story-paragraph: "I know—but he's different." bbox=[313, 897, 402, 905]
